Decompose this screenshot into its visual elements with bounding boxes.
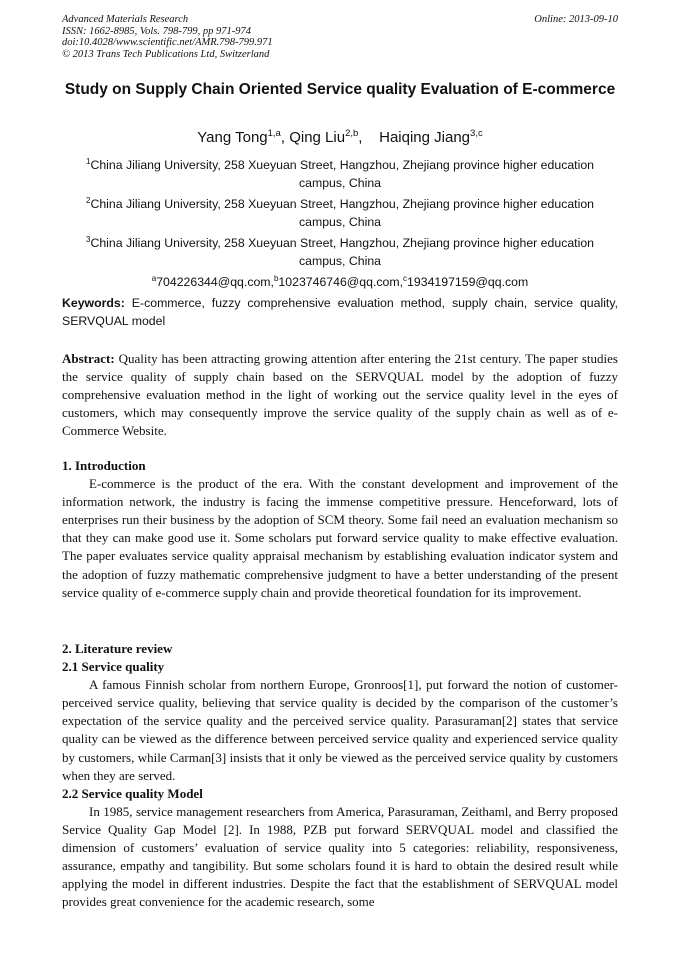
author-name: Yang Tong [197, 129, 268, 146]
abstract-text: Quality has been attracting growing attention after entering the 21st century. The paper studies the service quality of supply chain based on the SERVQUAL model by the adoption of fuzzy comprehensive evaluation method in the light of working out the service quality level in the eyes of customers, which may consequently improve the service quality of the supply chain as well as of e-Commerce Website. [62, 351, 618, 439]
keywords-text: E-commerce, fuzzy comprehensive evaluation method, supply chain, service quality, SERVQUAL model [62, 296, 618, 328]
journal-name: Advanced Materials Research [62, 14, 189, 25]
email-link[interactable]: 1934197159@qq.com [407, 275, 529, 290]
paragraph: E-commerce is the product of the era. With the constant development and improvement of the information network, the industry is facing the immense competitive pressure. Henceforward, lots of enterprises run their business by the adoption of SCM theory. Some fail need an evaluation mechanism so that they can make good use it. Some scholars put forward service quality to make effective evaluation. The paper evaluates service quality appraisal mechanism by establishing evaluation indicator system and the adoption of fuzzy mathematic comprehensive judgment to have a better understanding of the present service quality of e-commerce supply chain and provide theoretical foundation for its improvement. [62, 476, 618, 600]
section-heading: 1. Introduction [62, 458, 146, 473]
paragraph: A famous Finnish scholar from northern Europe, Gronroos[1], put forward the notion of customer-perceived service quality, believing that service quality is decided by the comparison of the customer’s expectation of the service quality and the perceived service quality. Parasuraman[2] states that service quality can be viewed as the difference between perceived service quality and experienced service quality by customers, while Carman[3] insists that it only be viewed as the perceived service quality by customers when they are served. [62, 677, 618, 783]
author-name: Haiqing Jiang [379, 129, 471, 146]
online-date: Online: 2013-09-10 [534, 14, 618, 25]
author-name: Qing Liu [289, 129, 346, 146]
affiliations [62, 153, 618, 291]
author-superscript: 3,c [470, 128, 483, 139]
email-link[interactable]: 1023746746@qq.com, [278, 275, 404, 290]
email-link[interactable]: 704226344@qq.com, [156, 275, 274, 290]
copyright-line: © 2013 Trans Tech Publications Ltd, Switzerland [62, 48, 270, 60]
abstract-label: Abstract: [62, 351, 115, 366]
subsection-heading: 2.1 Service quality [62, 659, 165, 675]
subsection-heading: 2.2 Service quality Model [62, 785, 203, 801]
paper-title: Study on Supply Chain Oriented Service quality Evaluation of E-commerce [64, 81, 616, 98]
section-introduction [62, 457, 618, 602]
author-list: Yang Tong$^{1,a}$, Qing Liu$^{2,b}$, Haiqing Jiang$^{3,c}$ [197, 128, 483, 146]
abstract [62, 350, 618, 440]
keywords [62, 294, 618, 330]
keywords-label: Keywords: [62, 296, 125, 310]
section-literature-review [62, 640, 618, 911]
paragraph: In 1985, service management researchers from America, Parasuraman, Zeithaml, and Berry proposed Service Quality Gap Model [2]. In 1988, PZB put forward SERVQUAL model and classified the dimension of customers’ evaluation of service quality into 5 categories: reliability, responsiveness, assurance, empathy and tangibility. But some scholars found it is hard to obtain the desired result while applying the model in different industries. Despite the fact that the establishment of SERVQUAL model provides great convenience for the academic research, some [62, 803, 618, 910]
author-superscript: 1,a [267, 128, 281, 139]
doi-line: doi:10.4028/www.scientific.net/AMR.798-799.971 [62, 37, 273, 49]
email-list: $^a$704226344@qq.com,$^b$1023746746@qq.com,$^c$1934197159@qq.com [151, 274, 529, 290]
affiliation: $^1$China Jiliang University, 258 Xueyuan Street, Hangzhou, Zhejiang province higher education campus, China [85, 157, 595, 191]
author-superscript: 2,b [345, 128, 359, 139]
affiliation: $^3$China Jiliang University, 258 Xueyuan Street, Hangzhou, Zhejiang province higher education campus, China [85, 235, 595, 269]
journal-header [62, 14, 618, 60]
section-heading: 2. Literature review [62, 641, 173, 656]
affiliation: $^2$China Jiliang University, 258 Xueyuan Street, Hangzhou, Zhejiang province higher education campus, China [85, 196, 595, 230]
issn-line: ISSN: 1662-8985, Vols. 798-799, pp 971-974 [62, 25, 251, 37]
